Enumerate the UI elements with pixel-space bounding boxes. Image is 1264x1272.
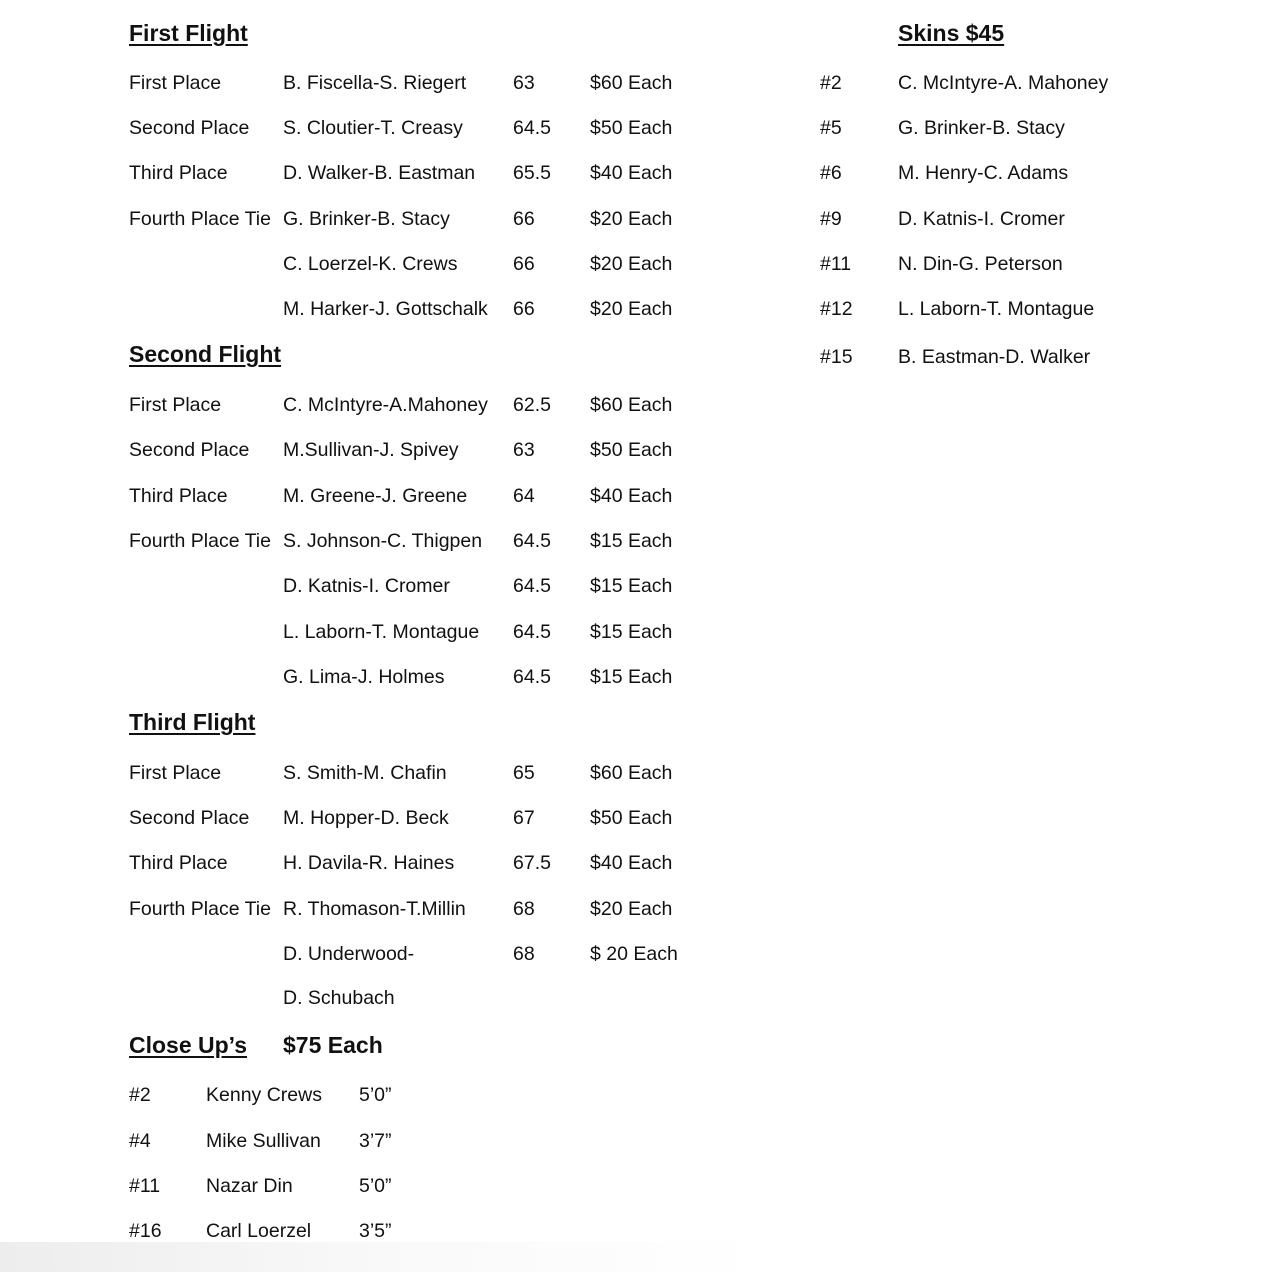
score: 64 [513,485,535,507]
list-item [0,204,1264,234]
distance: 3’5” [359,1220,392,1242]
list-item [0,1126,1264,1156]
first-flight-heading: First Flight [129,20,248,46]
distance: 5’0” [359,1175,392,1197]
prize: $15 Each [590,530,673,552]
score: 62.5 [513,394,551,416]
hole-number: #4 [129,1130,151,1152]
table-row [0,662,1264,692]
score: 66 [513,208,535,230]
prize: $40 Each [590,485,673,507]
hole-number: #2 [820,72,842,94]
place-label: Second Place [129,439,250,461]
score: 64.5 [513,621,551,643]
table-row [0,848,1264,878]
team-names: D. Katnis-I. Cromer [283,575,450,597]
prize: $20 Each [590,253,673,275]
score: 68 [513,898,535,920]
team-names: R. Thomason-T.Millin [283,898,466,920]
place-label: First Place [129,72,222,94]
list-item [0,294,1264,324]
team-names: D. Schubach [283,987,395,1009]
team-names: M. Henry-C. Adams [898,162,1069,184]
prize: $15 Each [590,575,673,597]
place-label: Second Place [129,117,250,139]
score: 66 [513,253,535,275]
hole-number: #11 [129,1175,161,1197]
team-names: S. Johnson-C. Thigpen [283,530,483,552]
list-item [0,158,1264,188]
table-row [0,803,1264,833]
table-row [0,894,1264,924]
score: 64.5 [513,575,551,597]
score: 67.5 [513,852,551,874]
list-item [0,1171,1264,1201]
team-names: D. Walker-B. Eastman [283,162,476,184]
place-label: Third Place [129,162,228,184]
player-name: Mike Sullivan [206,1130,321,1152]
team-names: M. Hopper-D. Beck [283,807,449,829]
prize: $60 Each [590,394,673,416]
table-row [0,390,1264,420]
team-names: C. Loerzel-K. Crews [283,253,458,275]
hole-number: #6 [820,162,842,184]
table-row [0,481,1264,511]
table-row [0,617,1264,647]
team-names: S. Smith-M. Chafin [283,762,447,784]
prize: $50 Each [590,439,673,461]
close-ups-heading: Close Up’s [129,1032,248,1058]
table-row [0,983,1264,1013]
place-label: First Place [129,762,222,784]
prize: $60 Each [590,762,673,784]
player-name: Nazar Din [206,1175,293,1197]
table-row [0,435,1264,465]
hole-number: #2 [129,1084,151,1106]
prize: $20 Each [590,208,673,230]
prize: $20 Each [590,898,673,920]
player-name: Kenny Crews [206,1084,322,1106]
prize: $50 Each [590,117,673,139]
second-flight-heading: Second Flight [129,341,282,367]
prize: $20 Each [590,298,673,320]
hole-number: #16 [129,1220,162,1242]
hole-number: #15 [820,346,853,368]
team-names: M.Sullivan-J. Spivey [283,439,459,461]
score: 68 [513,943,535,965]
place-label: Third Place [129,485,228,507]
score: 65.5 [513,162,551,184]
team-names: B. Fiscella-S. Riegert [283,72,467,94]
prize: $15 Each [590,621,673,643]
distance: 5’0” [359,1084,392,1106]
list-item [0,1080,1264,1110]
place-label: Fourth Place Tie [129,208,271,230]
prize: $40 Each [590,852,673,874]
place-label: Fourth Place Tie [129,530,271,552]
hole-number: #12 [820,298,853,320]
table-row [0,526,1264,556]
list-item [0,68,1264,98]
team-names: M. Harker-J. Gottschalk [283,298,488,320]
prize: $ 20 Each [590,943,678,965]
score: 67 [513,807,535,829]
hole-number: #11 [820,253,852,275]
score: 63 [513,72,535,94]
place-label: Fourth Place Tie [129,898,271,920]
team-names: S. Cloutier-T. Creasy [283,117,463,139]
team-names: D. Katnis-I. Cromer [898,208,1065,230]
list-item [0,342,1264,372]
table-row [0,758,1264,788]
table-row [0,571,1264,601]
table-row [0,939,1264,969]
page-edge-shadow [0,1242,760,1272]
player-name: Carl Loerzel [206,1220,312,1242]
team-names: G. Brinker-B. Stacy [898,117,1065,139]
team-names: C. McIntyre-A. Mahoney [898,72,1109,94]
team-names: G. Lima-J. Holmes [283,666,445,688]
team-names: D. Underwood- [283,943,415,965]
team-names: N. Din-G. Peterson [898,253,1063,275]
list-item [0,249,1264,279]
prize: $15 Each [590,666,673,688]
prize: $40 Each [590,162,673,184]
list-item [0,113,1264,143]
score: 66 [513,298,535,320]
team-names: C. McIntyre-A.Mahoney [283,394,488,416]
hole-number: #5 [820,117,842,139]
third-flight-heading: Third Flight [129,709,256,735]
score: 64.5 [513,117,551,139]
prize: $50 Each [590,807,673,829]
team-names: L. Laborn-T. Montague [283,621,480,643]
score: 65 [513,762,535,784]
team-names: M. Greene-J. Greene [283,485,468,507]
score: 63 [513,439,535,461]
place-label: Third Place [129,852,228,874]
hole-number: #9 [820,208,842,230]
distance: 3’7” [359,1130,392,1152]
close-ups-prize: $75 Each [283,1032,383,1058]
score: 64.5 [513,530,551,552]
team-names: B. Eastman-D. Walker [898,346,1091,368]
score: 64.5 [513,666,551,688]
team-names: H. Davila-R. Haines [283,852,455,874]
prize: $60 Each [590,72,673,94]
place-label: Second Place [129,807,250,829]
place-label: First Place [129,394,222,416]
team-names: L. Laborn-T. Montague [898,298,1095,320]
team-names: G. Brinker-B. Stacy [283,208,450,230]
skins-heading: Skins $45 [898,20,1005,46]
